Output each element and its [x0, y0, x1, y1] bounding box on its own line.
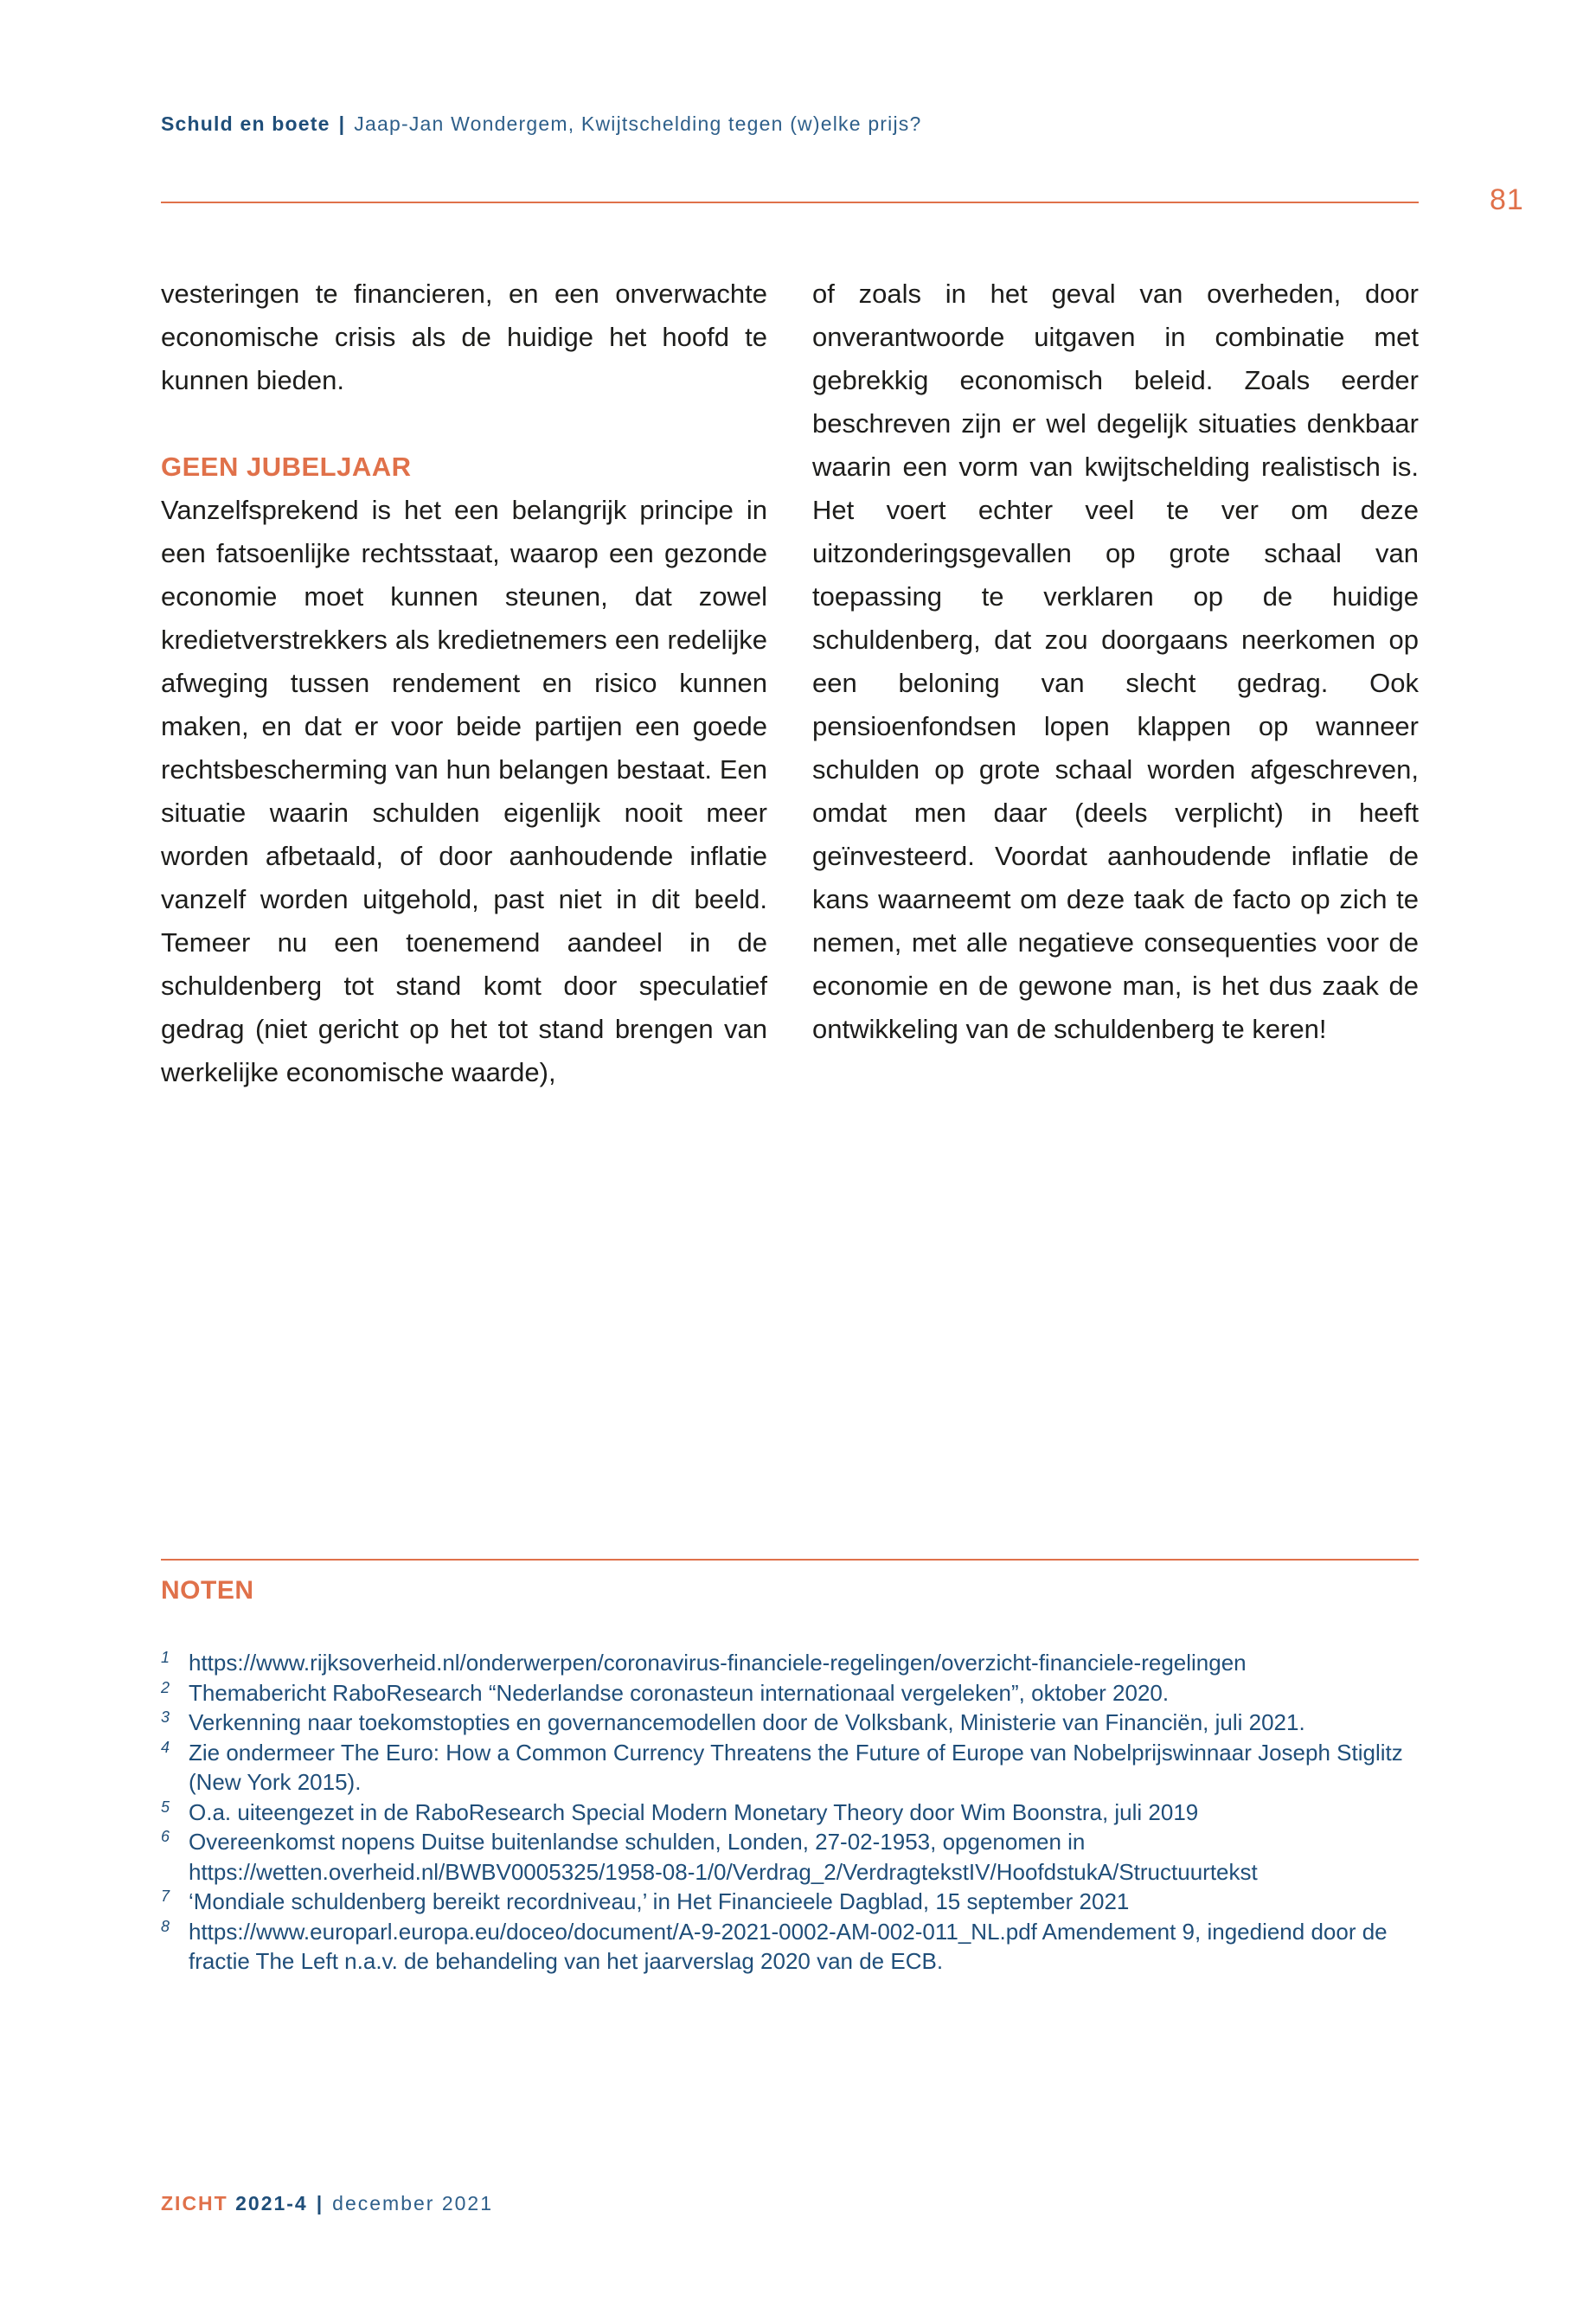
left-column — [161, 272, 767, 1094]
note-number: 3 — [161, 1708, 170, 1726]
notes-divider — [161, 1559, 1419, 1561]
note-item — [161, 1827, 1441, 1887]
article-title: Jaap-Jan Wondergem, Kwijtschelding tegen (w)elke prijs? — [354, 112, 922, 135]
note-text: Zie ondermeer The Euro: How a Common Currency Threatens the Future of Europe van Nobelprijswinnaar Joseph Stiglitz (New York 2015). — [189, 1739, 1403, 1795]
note-item — [161, 1708, 1441, 1738]
note-text: ‘Mondiale schuldenberg bereikt recordniveau,’ in Het Financieele Dagblad, 15 september 2021 — [189, 1888, 1130, 1914]
note-item — [161, 1678, 1441, 1708]
issue-date: december 2021 — [332, 2192, 494, 2214]
section-paragraph: Vanzelfsprekend is het een belangrijk principe in een fatsoenlijke rechtsstaat, waarop een gezonde economie moet kunnen steunen, dat zowel kredietverstrekkers als kredietnemers een redelijke afweging tussen rendement en risico kunnen maken, en dat er voor beide partijen een goede rechtsbescherming van hun belangen bestaat. Een situatie waarin schulden eigenlijk nooit meer worden afbetaald, of door aanhoudende inflatie vanzelf worden uitgehold, past niet in dit beeld. Temeer nu een toenemend aandeel in de schuldenberg tot stand komt door speculatief gedrag (niet gericht op het tot stand brengen van werkelijke economische waarde), — [161, 495, 767, 1087]
notes-heading: NOTEN — [161, 1576, 254, 1605]
note-number: 5 — [161, 1798, 170, 1816]
right-column — [812, 272, 1419, 1051]
note-number: 7 — [161, 1888, 170, 1905]
magazine-name: ZICHT — [161, 2192, 228, 2214]
note-text[interactable]: https://www.europarl.europa.eu/doceo/document/A-9-2021-0002-AM-002-011_NL.pdf Amendement 9, ingediend door de fractie The Left n.a.v. de behandeling van het jaarverslag 2020 van de ECB. — [189, 1918, 1388, 1974]
series-title: Schuld en boete — [161, 112, 330, 135]
note-text[interactable]: https://www.rijksoverheid.nl/onderwerpen/coronavirus-financiele-regelingen/overzicht-financiele-regelingen — [189, 1650, 1247, 1676]
note-item — [161, 1917, 1441, 1977]
note-number: 4 — [161, 1738, 170, 1756]
issue-number: 2021-4 — [235, 2192, 308, 2214]
running-header — [161, 112, 921, 136]
note-text: Themabericht RaboResearch “Nederlandse coronasteun internationaal vergeleken”, oktober 2020. — [189, 1679, 1170, 1706]
page-number: 81 — [1490, 183, 1524, 216]
note-number: 8 — [161, 1917, 170, 1935]
note-item — [161, 1887, 1441, 1917]
note-text: O.a. uiteengezet in de RaboResearch Special Modern Monetary Theory door Wim Boonstra, juli 2019 — [189, 1798, 1199, 1825]
header-separator: | — [338, 112, 346, 135]
footer-separator: | — [316, 2192, 324, 2214]
intro-paragraph: vesteringen te financieren, en een onverwachte economische crisis als de huidige het hoofd te kunnen bieden. — [161, 279, 767, 395]
note-item — [161, 1648, 1441, 1678]
header-divider — [161, 202, 1419, 203]
notes-list — [161, 1648, 1441, 1977]
note-text: Verkenning naar toekomstopties en governancemodellen door de Volksbank, Ministerie van Financiën, juli 2021. — [189, 1709, 1305, 1735]
footer — [161, 2192, 493, 2215]
note-number: 2 — [161, 1678, 170, 1696]
section-heading: GEEN JUBELJAAR — [161, 452, 412, 482]
note-item — [161, 1738, 1441, 1798]
note-text[interactable]: Overeenkomst nopens Duitse buitenlandse schulden, Londen, 27-02-1953, opgenomen in https://wetten.overheid.nl/BWBV0005325/1958-08-1/0/Verdrag_2/VerdragtekstIV/HoofdstukA/Structuurtekst — [189, 1829, 1258, 1885]
note-item — [161, 1798, 1441, 1828]
note-number: 1 — [161, 1649, 170, 1666]
note-number: 6 — [161, 1828, 170, 1845]
right-paragraph: of zoals in het geval van overheden, door onverantwoorde uitgaven in combinatie met gebrekkig economisch beleid. Zoals eerder beschreven zijn er wel degelijk situaties denkbaar waarin een vorm van kwijtschelding realistisch is. Het voert echter veel te ver om deze uitzonderingsgevallen op grote schaal van toepassing te verklaren op de huidige schuldenberg, dat zou doorgaans neerkomen op een beloning van slecht gedrag. Ook pensioenfondsen lopen klappen op wanneer schulden op grote schaal worden afgeschreven, omdat men daar (deels verplicht) in heeft geïnvesteerd. Voordat aanhoudende inflatie de kans waarneemt om deze taak de facto op zich te nemen, met alle negatieve consequenties voor de economie en de gewone man, is het dus zaak de ontwikkeling van de schuldenberg te keren! — [812, 279, 1419, 1044]
